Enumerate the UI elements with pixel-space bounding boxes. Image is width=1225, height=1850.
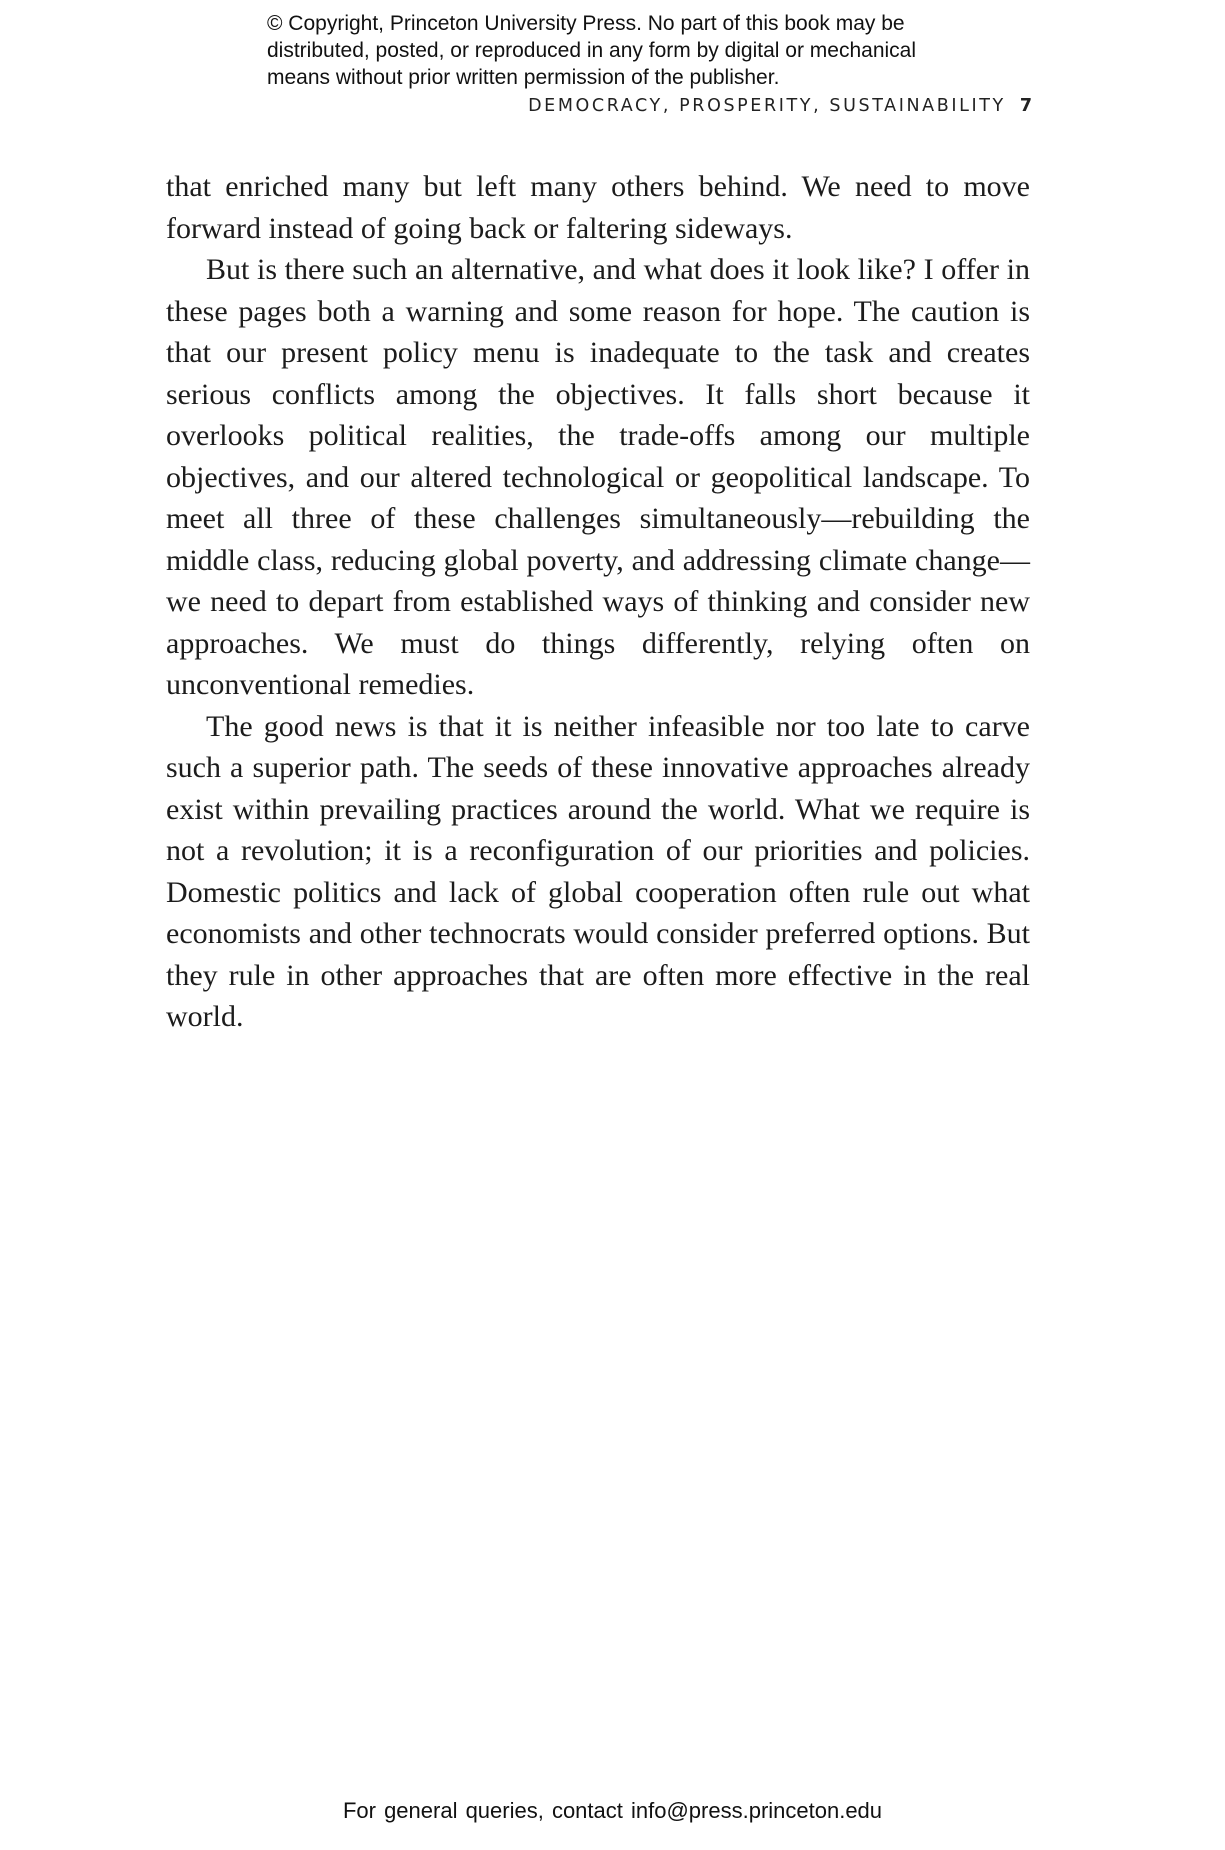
body-text (166, 166, 1030, 1038)
running-head-title: DEMOCRACY, PROSPERITY, SUSTAINABILITY (528, 96, 1006, 116)
page-number: 7 (1019, 96, 1032, 116)
copyright-notice (267, 10, 1047, 91)
footer-contact: For general queries, contact info@press.princeton.edu (342, 1798, 883, 1823)
paragraph: that enriched many but left many others behind. We need to move forward instead of going back or faltering sideways. (166, 170, 1030, 245)
copyright-line: © Copyright, Princeton University Press. No part of this book may be (267, 12, 905, 35)
paragraph: The good news is that it is neither infeasible nor too late to carve such a superior path. The seeds of these innovative approaches already exist within prevailing practices around the world. What we require is not a revolution; it is a reconfiguration of our priorities and policies. Domestic politics and lack of global cooperation often rule out what economists and other technocrats would consider preferred options. But they rule in other approaches that are often more effective in the real world. (166, 709, 1030, 1033)
copyright-line: means without prior written permission of the publisher. (267, 66, 780, 89)
copyright-line: distributed, posted, or reproduced in any form by digital or mechanical (267, 39, 917, 62)
running-head (528, 96, 1032, 116)
paragraph: But is there such an alternative, and what does it look like? I offer in these pages both a warning and some reason for hope. The caution is that our present policy menu is inadequate to the task and creates serious conflicts among the objectives. It falls short because it overlooks political realities, the trade-offs among our multiple objectives, and our altered technological or geopolitical landscape. To meet all three of these challenges simultaneously—rebuilding the middle class, reducing global poverty, and addressing climate change—we need to depart from established ways of thinking and consider new approaches. We must do things differently, relying often on unconventional remedies. (166, 253, 1030, 701)
